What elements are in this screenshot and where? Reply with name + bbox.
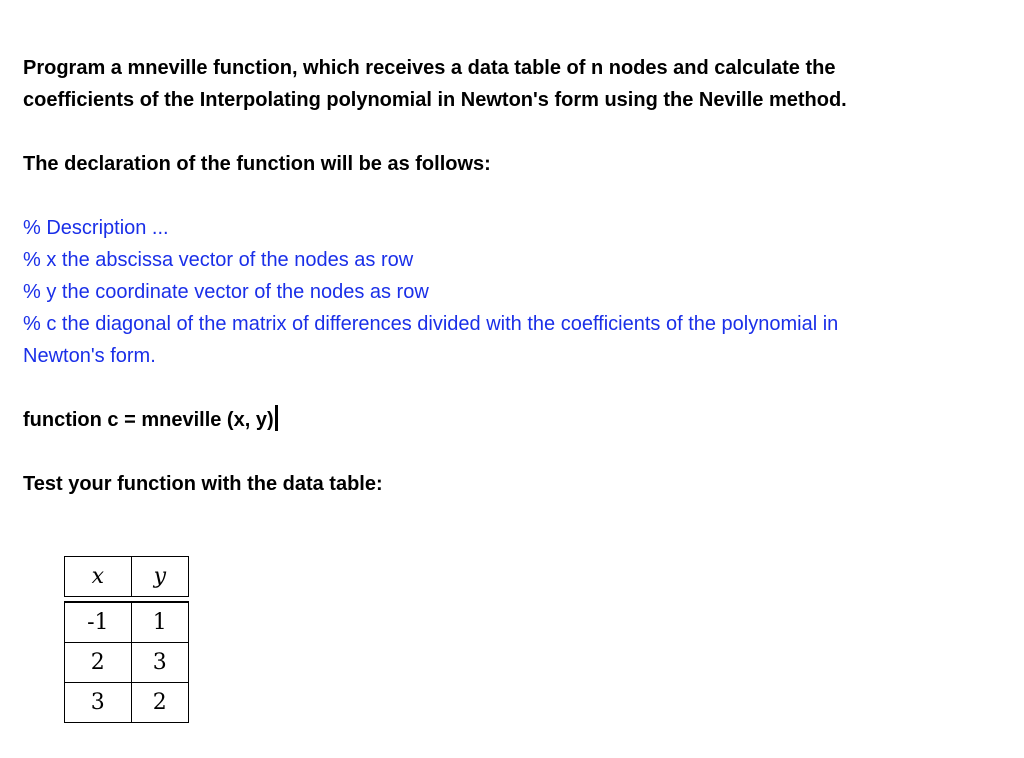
table-row — [64, 643, 189, 683]
declaration-heading: The declaration of the function will be as follows: — [23, 153, 491, 175]
intro-line-1: Program a mneville function, which receives a data table of n nodes and calculate the — [23, 57, 836, 79]
comment-line-5: Newton's form. — [23, 345, 156, 367]
function-signature-line[interactable] — [23, 404, 278, 436]
intro-line-2: coefficients of the Interpolating polynomial in Newton's form using the Neville method. — [23, 89, 847, 111]
data-table — [64, 556, 189, 723]
table-cell-x: 3 — [64, 683, 132, 723]
comment-line-2: % x the abscissa vector of the nodes as row — [23, 249, 414, 271]
table-cell-y: 1 — [132, 602, 189, 643]
comment-line-1: % Description ... — [23, 217, 169, 239]
comment-line-4: % c the diagonal of the matrix of differences divided with the coefficients of the polynomial in — [23, 313, 839, 335]
test-heading: Test your function with the data table: — [23, 473, 383, 495]
table-row — [64, 683, 189, 723]
table-cell-y: 2 — [132, 683, 189, 723]
table-cell-x: -1 — [64, 602, 132, 643]
table-header-x: x — [64, 556, 132, 597]
table-header-y: y — [132, 556, 189, 597]
table-cell-x: 2 — [64, 643, 132, 683]
comment-line-3: % y the coordinate vector of the nodes as row — [23, 281, 429, 303]
function-signature: function c = mneville (x, y) — [23, 409, 274, 431]
text-cursor — [275, 405, 278, 431]
table-cell-y: 3 — [132, 643, 189, 683]
table-row — [64, 602, 189, 643]
